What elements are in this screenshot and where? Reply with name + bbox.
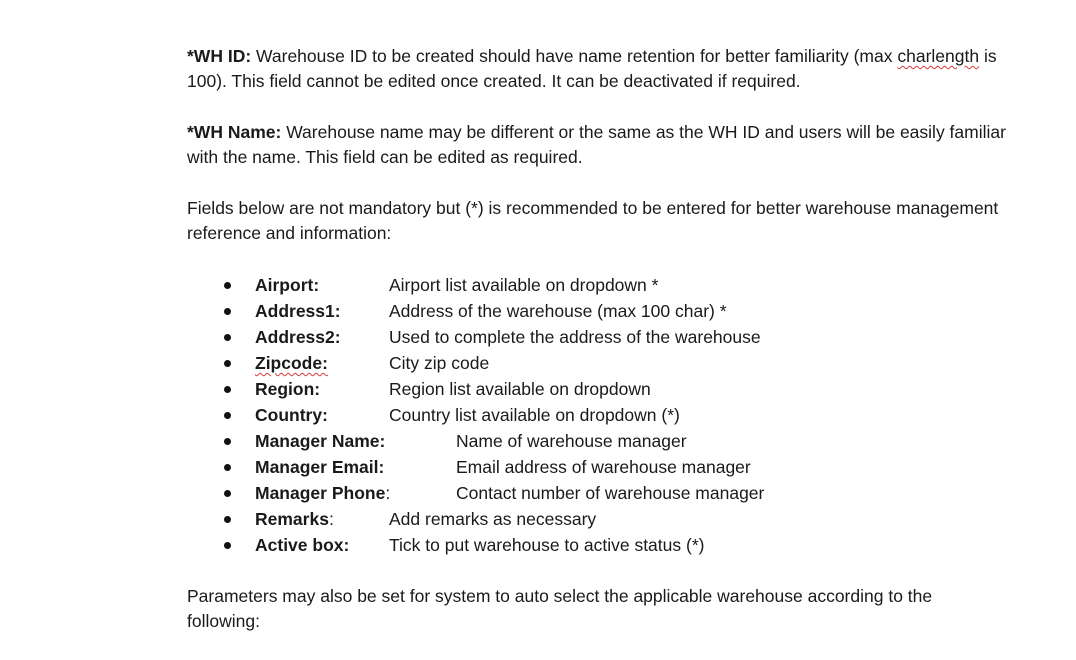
field-label: Manager Phone [255, 483, 386, 503]
field-label: Zipcode: [255, 353, 328, 373]
list-item-address2 [187, 324, 1007, 350]
list-item-manager-phone [187, 480, 1007, 506]
field-label-colon: : [328, 509, 334, 529]
list-item-manager-email [187, 454, 1007, 480]
field-label: Address2: [255, 327, 341, 347]
list-item-remarks [187, 506, 1007, 532]
field-label: Manager Email: [255, 457, 385, 477]
bullet-icon [224, 282, 231, 289]
list-item-address1 [187, 298, 1007, 324]
field-label: Remarks [255, 509, 329, 529]
intro-paragraph: Fields below are not mandatory but (*) is recommended to be entered for better warehouse management reference and information: [187, 198, 999, 243]
wh-id-paragraph [187, 44, 1007, 94]
field-label: Country: [255, 405, 328, 425]
bullet-icon [224, 308, 231, 315]
field-description: Country list available on dropdown (*) [389, 405, 680, 425]
document-page [187, 44, 1007, 660]
parameters-paragraph: Parameters may also be set for system to auto select the applicable warehouse according to the following: [187, 586, 933, 631]
list-item-active-box [187, 532, 1007, 558]
bullet-icon [224, 360, 231, 367]
misspelled-word: charlength [897, 46, 980, 66]
field-description: Name of warehouse manager [456, 431, 687, 451]
bullet-icon [224, 464, 231, 471]
field-description: Contact number of warehouse manager [456, 483, 765, 503]
field-description: City zip code [389, 353, 490, 373]
bullet-icon [224, 334, 231, 341]
field-label: Address1: [255, 301, 341, 321]
bullet-icon [224, 438, 231, 445]
field-description: Region list available on dropdown [389, 379, 651, 399]
field-description: Add remarks as necessary [389, 509, 597, 529]
bullet-icon [224, 412, 231, 419]
field-label: Airport: [255, 275, 320, 295]
wh-id-label: *WH ID: [187, 46, 252, 66]
list-item-zipcode [187, 350, 1007, 376]
wh-name-label: *WH Name: [187, 122, 282, 142]
list-item-manager-name [187, 428, 1007, 454]
field-label: Region: [255, 379, 321, 399]
field-label: Manager Name: [255, 431, 386, 451]
field-description: Airport list available on dropdown * [389, 275, 659, 295]
list-item-region [187, 376, 1007, 402]
bullet-icon [224, 542, 231, 549]
field-list [187, 272, 1007, 558]
bullet-icon [224, 490, 231, 497]
bullet-icon [224, 516, 231, 523]
field-description: Used to complete the address of the warehouse [389, 327, 761, 347]
wh-id-text-1: Warehouse ID to be created should have name retention for better familiarity (max [251, 46, 898, 66]
field-description: Email address of warehouse manager [456, 457, 751, 477]
wh-name-paragraph [187, 120, 1007, 170]
field-description: Address of the warehouse (max 100 char) * [389, 301, 727, 321]
list-item-airport [187, 272, 1007, 298]
field-label-wrap [255, 506, 334, 532]
field-label-colon: : [385, 483, 391, 503]
wh-name-text: Warehouse name may be different or the same as the WH ID and users will be easily familiar with the name. This field can be edited as required. [187, 122, 1006, 167]
field-label-wrap [255, 480, 390, 506]
field-label: Active box: [255, 535, 350, 555]
bullet-icon [224, 386, 231, 393]
list-item-country [187, 402, 1007, 428]
wh-id-text-2: is 100). This field cannot be edited once created. It can be deactivated if required. [187, 46, 997, 91]
field-description: Tick to put warehouse to active status (*) [389, 535, 705, 555]
